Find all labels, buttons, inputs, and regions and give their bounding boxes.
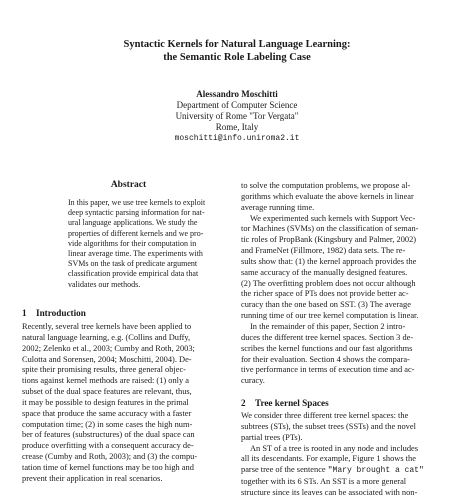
author-department: Department of Computer Science: [176, 100, 298, 110]
abstract-body: [68, 198, 233, 290]
abstract-line: vide algorithms for their computation in: [68, 238, 197, 248]
body-line: for their evaluation. Section 4 shows the compara-: [241, 354, 410, 364]
body-line: together with its 6 STs. An SST is a more general: [241, 477, 407, 487]
author-name: Alessandro Moschitti: [196, 89, 278, 99]
abstract-line: properties of different kernels and we pro-: [68, 228, 204, 238]
tree-kernel-spaces-body: [241, 411, 454, 499]
body-line: average running time.: [241, 202, 315, 212]
abstract-line: ural language applications. We study the: [68, 218, 198, 228]
section-title: Tree kernel Spaces: [255, 398, 329, 408]
body-line: (2) The overfitting problem does not occur although: [241, 278, 416, 288]
right-column-body: [241, 181, 454, 387]
body-line: Recently, several tree kernels have been applied to: [22, 322, 192, 331]
title-line: the Semantic Role Labeling Case: [163, 52, 311, 63]
section-number: 1: [22, 308, 27, 318]
abstract-line: SVMs on the task of predicate argument: [68, 259, 198, 269]
body-line: tor Machines (SVMs) on the classification of seman-: [241, 224, 419, 234]
body-line: curacy than the one based on SST. (3) The average: [241, 300, 411, 310]
abstract-line: classification provide empirical data that: [68, 269, 199, 279]
body-line: subtrees (STs), the subset trees (SSTs) and the novel: [241, 421, 416, 431]
title-line: Syntactic Kernels for Natural Language Learning:: [123, 39, 351, 50]
body-line: computation time; (2) in some cases the high num-: [22, 419, 193, 429]
body-line: gorithms which evaluate the above kernels in linear: [241, 191, 414, 201]
body-line: tive performance in terms of execution time and ac-: [241, 365, 415, 375]
body-line: crease (Cumby and Roth, 2003); and (3) the compu-: [22, 452, 198, 462]
body-line: tions against kernel methods are raised: (1) only a: [22, 376, 189, 386]
body-line: natural language learning, e.g. (Collins and Duffy,: [22, 332, 191, 342]
body-line: and FrameNet (Fillmore, 1982) data sets. The re-: [241, 246, 406, 256]
body-line: tic roles of PropBank (Kingsbury and Palmer, 2002): [241, 235, 417, 245]
section-title: Introduction: [36, 308, 86, 318]
body-line: all its descendants. For example, Figure 1 shows the: [241, 454, 416, 464]
paper-title: [0, 38, 474, 64]
sentence-prefix: parse tree of the sentence: [241, 465, 328, 475]
body-line: the richer space of PTs does not provide better ac-: [241, 289, 409, 299]
body-line: prevent their application in real scenarios.: [22, 473, 163, 483]
abstract-heading: Abstract: [110, 180, 147, 190]
section-heading-tree-kernel-spaces: [241, 398, 329, 408]
author-university: University of Rome "Tor Vergata": [175, 111, 299, 121]
body-line: space that produce the same accuracy with a faster: [22, 408, 192, 418]
body-line: structure since its leaves can be associated with non-: [241, 487, 418, 497]
body-line: Culotta and Sorensen, 2004; Moschitti, 2004). De-: [22, 354, 192, 364]
body-line: We experimented such kernels with Support Vec-: [250, 213, 416, 223]
abstract-line: linear average time. The experiments with: [68, 249, 203, 259]
body-line: We consider three different tree kernel spaces: the: [241, 411, 409, 420]
body-line: running time of our tree kernel computation is linear.: [241, 311, 419, 321]
section-heading-introduction: [22, 308, 86, 318]
body-line: curacy.: [241, 376, 265, 386]
author-location: Rome, Italy: [215, 122, 259, 132]
body-line: sults show that: (1) the kernel approach provides the: [241, 256, 417, 266]
body-line: it may be possible to design features in the primal: [22, 397, 189, 407]
body-line: to solve the computation problems, we propose al-: [241, 181, 411, 190]
body-line: spite their promising results, three general objec-: [22, 365, 186, 375]
body-line: [241, 465, 454, 477]
abstract-line: validates our methods.: [68, 279, 141, 289]
body-line: tation time of kernel functions may be too high and: [22, 462, 194, 472]
example-sentence: "Mary brought a cat": [327, 466, 424, 476]
body-line: duces the different tree kernel spaces. Section 3 de-: [241, 332, 414, 342]
author-email: moschitti@info.uniroma2.it: [174, 134, 300, 143]
body-line: 2002; Zelenko et al., 2003; Cumby and Roth, 2003;: [22, 343, 195, 353]
section-number: 2: [241, 398, 246, 408]
body-line: ber of features (substructures) of the dual space can: [22, 430, 195, 440]
body-line: subset of the dual space features are relevant, thus,: [22, 387, 192, 397]
body-line: same accuracy of the manually designed features.: [241, 267, 408, 277]
introduction-body: [22, 322, 235, 485]
body-line: In the remainder of this paper, Section 2 intro-: [250, 321, 406, 331]
body-line: produce overfitting with a consequent accuracy de-: [22, 441, 194, 451]
body-line: scribes the kernel functions and our fast algorithms: [241, 343, 413, 353]
abstract-line: deep syntactic parsing information for nat-: [68, 208, 205, 218]
abstract-line: In this paper, we use tree kernels to exploit: [68, 198, 206, 207]
author-block: [0, 89, 474, 144]
body-line: partial trees (PTs).: [241, 432, 303, 442]
body-line: An ST of a tree is rooted in any node and includes: [250, 443, 419, 453]
